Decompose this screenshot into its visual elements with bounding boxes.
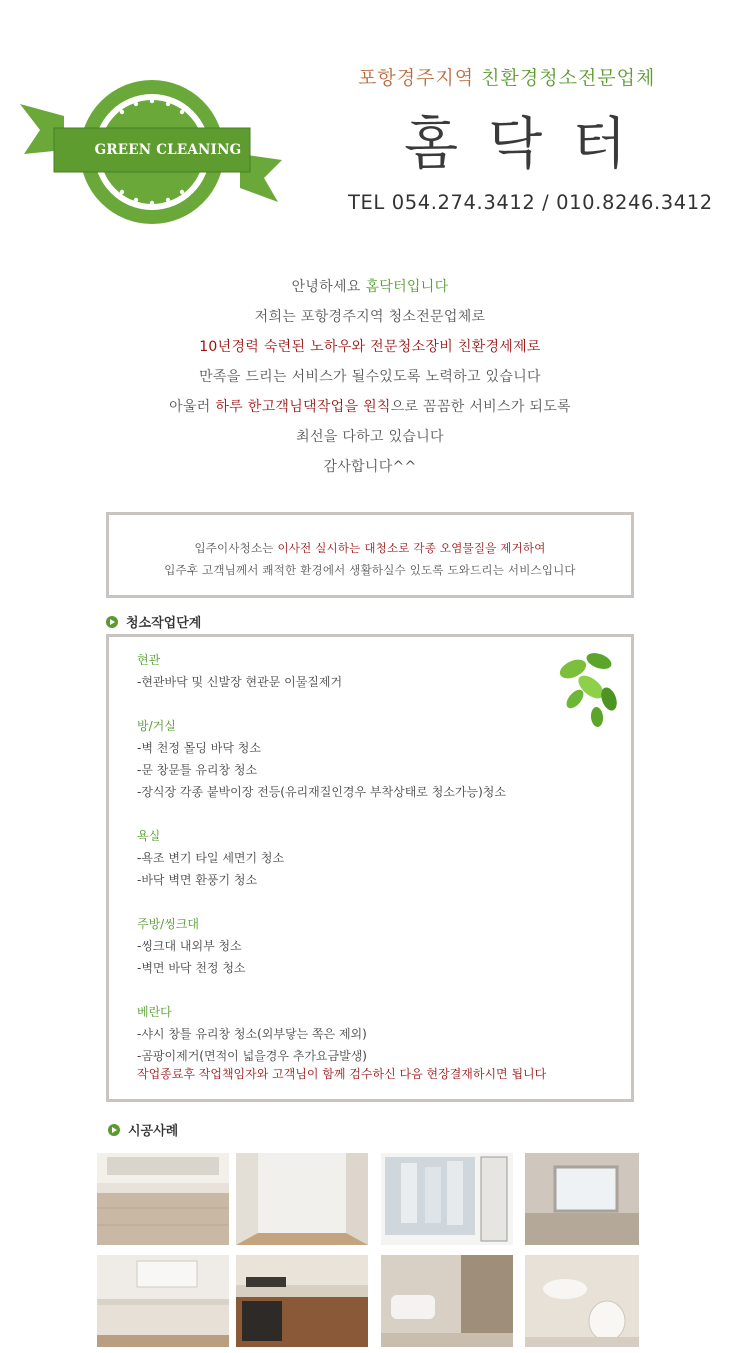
intro-line: 아울러 하루 한고객님댁작업을 원칙으로 꼼꼼한 서비스가 되도록 (169, 399, 571, 415)
photo-living-room-floor[interactable] (97, 1153, 229, 1245)
step-title: 욕실 (137, 829, 161, 843)
steps-heading: 청소작업단계 (106, 612, 201, 631)
green-cleaning-logo (18, 76, 284, 228)
step-item: -현관바닥 및 신발장 현관문 이물질제거 (137, 675, 343, 689)
step-title: 주방/씽크대 (137, 917, 200, 931)
step-group-room (137, 715, 506, 803)
notice-line: 입주후 고객님께서 쾌적한 환경에서 생활하실수 있도록 도와드리는 서비스입니다 (164, 563, 576, 577)
intro-line: 만족을 드리는 서비스가 될수있도록 노력하고 있습니다 (199, 369, 541, 385)
intro-line: 최선을 다하고 있습니다 (296, 429, 444, 445)
step-item: -곰팡이제거(면적이 넓을경우 추가요금발생) (137, 1049, 367, 1063)
logo-text: GREEN CLEANING (94, 142, 242, 158)
intro-line: 감사합니다^^ (323, 459, 417, 475)
gallery-heading: 시공사례 (108, 1120, 178, 1139)
phone-numbers: TEL 054.274.3412 / 010.8246.3412 (348, 191, 713, 214)
step-group-entrance (137, 649, 342, 693)
step-item: -바닥 벽면 환풍기 청소 (137, 873, 258, 887)
step-group-bathroom (137, 825, 284, 891)
cleaning-steps-box (106, 634, 634, 1102)
step-item: -씽크대 내외부 청소 (137, 939, 242, 953)
photo-apartment-window[interactable] (381, 1153, 513, 1245)
step-item: -장식장 각종 붙박이장 전등(유리재질인경우 부착상태로 청소가능)청소 (137, 785, 506, 799)
step-group-veranda (137, 1001, 367, 1067)
tagline (358, 63, 698, 90)
leaves-icon (553, 647, 623, 727)
inspection-note: 작업종료후 작업책임자와 고객님이 함께 검수하신 다음 현장결재하시면 됩니다 (137, 1067, 547, 1081)
step-item: -문 창문틀 유리창 청소 (137, 763, 258, 777)
tagline-region: 포항경주지역 (358, 67, 475, 89)
photo-bathroom-window[interactable] (525, 1153, 639, 1245)
step-title: 방/거실 (137, 719, 176, 733)
notice-line: 입주이사청소는 이사전 실시하는 대청소로 각종 오염물질을 제거하여 (194, 541, 546, 555)
step-item: -욕조 변기 타일 세면기 청소 (137, 851, 285, 865)
bullet-icon (108, 1124, 120, 1136)
bullet-icon (106, 616, 118, 628)
tagline-service: 친환경청소전문업체 (481, 67, 656, 89)
brand-title: 홈닥터 (404, 112, 657, 177)
intro-line: 10년경력 숙련된 노하우와 전문청소장비 친환경세제로 (199, 339, 541, 355)
step-group-kitchen (137, 913, 246, 979)
photo-toilet-washbasin[interactable] (525, 1255, 639, 1347)
service-notice-box (106, 512, 634, 598)
step-title: 현관 (137, 653, 161, 667)
intro-line: 저희는 포항경주지역 청소전문업체로 (254, 309, 486, 325)
intro-line: 안녕하세요 홈닥터입니다 (291, 279, 449, 295)
step-item: -벽면 바닥 천정 청소 (137, 961, 246, 975)
step-item: -벽 천정 몰딩 바닥 청소 (137, 741, 261, 755)
step-item: -샤시 창틀 유리창 청소(외부닿는 쪽은 제외) (137, 1027, 367, 1041)
step-title: 베란다 (137, 1005, 172, 1019)
photo-gas-range-oven[interactable] (236, 1255, 368, 1347)
photo-empty-room-wall[interactable] (236, 1153, 368, 1245)
photo-bathroom-sink[interactable] (381, 1255, 513, 1347)
photo-kitchen-cabinets[interactable] (97, 1255, 229, 1347)
intro-text (0, 272, 740, 482)
